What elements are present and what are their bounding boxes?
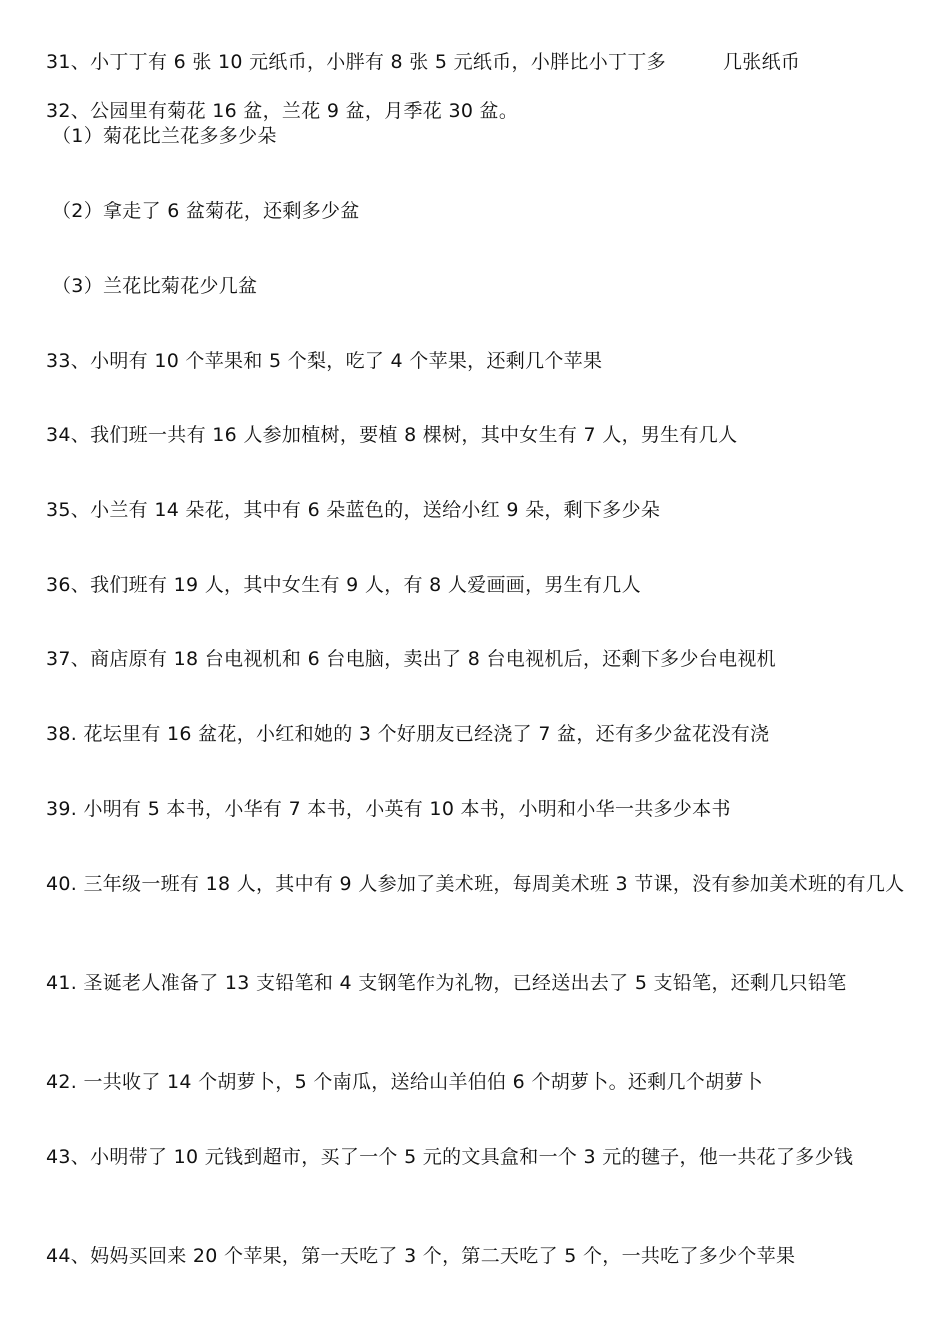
problem-40: 40. 三年级一班有 18 人，其中有 9 人参加了美术班，每周美术班 3 节课，没有参加美术班的有几人 [46,873,905,895]
problem-32-part-3: （3）兰花比菊花少几盆 [52,275,258,297]
problem-31: 31、小丁丁有 6 张 10 元纸币，小胖有 8 张 5 元纸币，小胖比小丁丁多 几张纸币 [46,51,801,73]
problem-35: 35、小兰有 14 朵花，其中有 6 朵蓝色的，送给小红 9 朵，剩下多少朵 [46,499,661,521]
problem-42: 42. 一共收了 14 个胡萝卜，5 个南瓜，送给山羊伯伯 6 个胡萝卜。还剩几个胡萝卜 [46,1071,764,1093]
problem-32-part-2: （2）拿走了 6 盆菊花，还剩多少盆 [52,200,360,222]
problem-39: 39. 小明有 5 本书，小华有 7 本书，小英有 10 本书，小明和小华一共多少本书 [46,798,731,820]
problem-34: 34、我们班一共有 16 人参加植树，要植 8 棵树，其中女生有 7 人，男生有几人 [46,424,738,446]
problem-36: 36、我们班有 19 人，其中女生有 9 人，有 8 人爱画画，男生有几人 [46,574,641,596]
problem-33: 33、小明有 10 个苹果和 5 个梨，吃了 4 个苹果，还剩几个苹果 [46,350,603,372]
problem-38: 38. 花坛里有 16 盆花，小红和她的 3 个好朋友已经浇了 7 盆，还有多少盆花没有浇 [46,723,770,745]
problem-32-part-1: （1）菊花比兰花多多少朵 [52,125,277,147]
problem-44: 44、妈妈买回来 20 个苹果，第一天吃了 3 个，第二天吃了 5 个，一共吃了多少个苹果 [46,1245,796,1267]
problem-37: 37、商店原有 18 台电视机和 6 台电脑，卖出了 8 台电视机后，还剩下多少台电视机 [46,648,776,670]
problem-41: 41. 圣诞老人准备了 13 支铅笔和 4 支钢笔作为礼物，已经送出去了 5 支铅笔，还剩几只铅笔 [46,972,847,994]
problem-43: 43、小明带了 10 元钱到超市，买了一个 5 元的文具盒和一个 3 元的毽子，他一共花了多少钱 [46,1146,854,1168]
problem-32: 32、公园里有菊花 16 盆，兰花 9 盆，月季花 30 盆。 [46,100,519,122]
